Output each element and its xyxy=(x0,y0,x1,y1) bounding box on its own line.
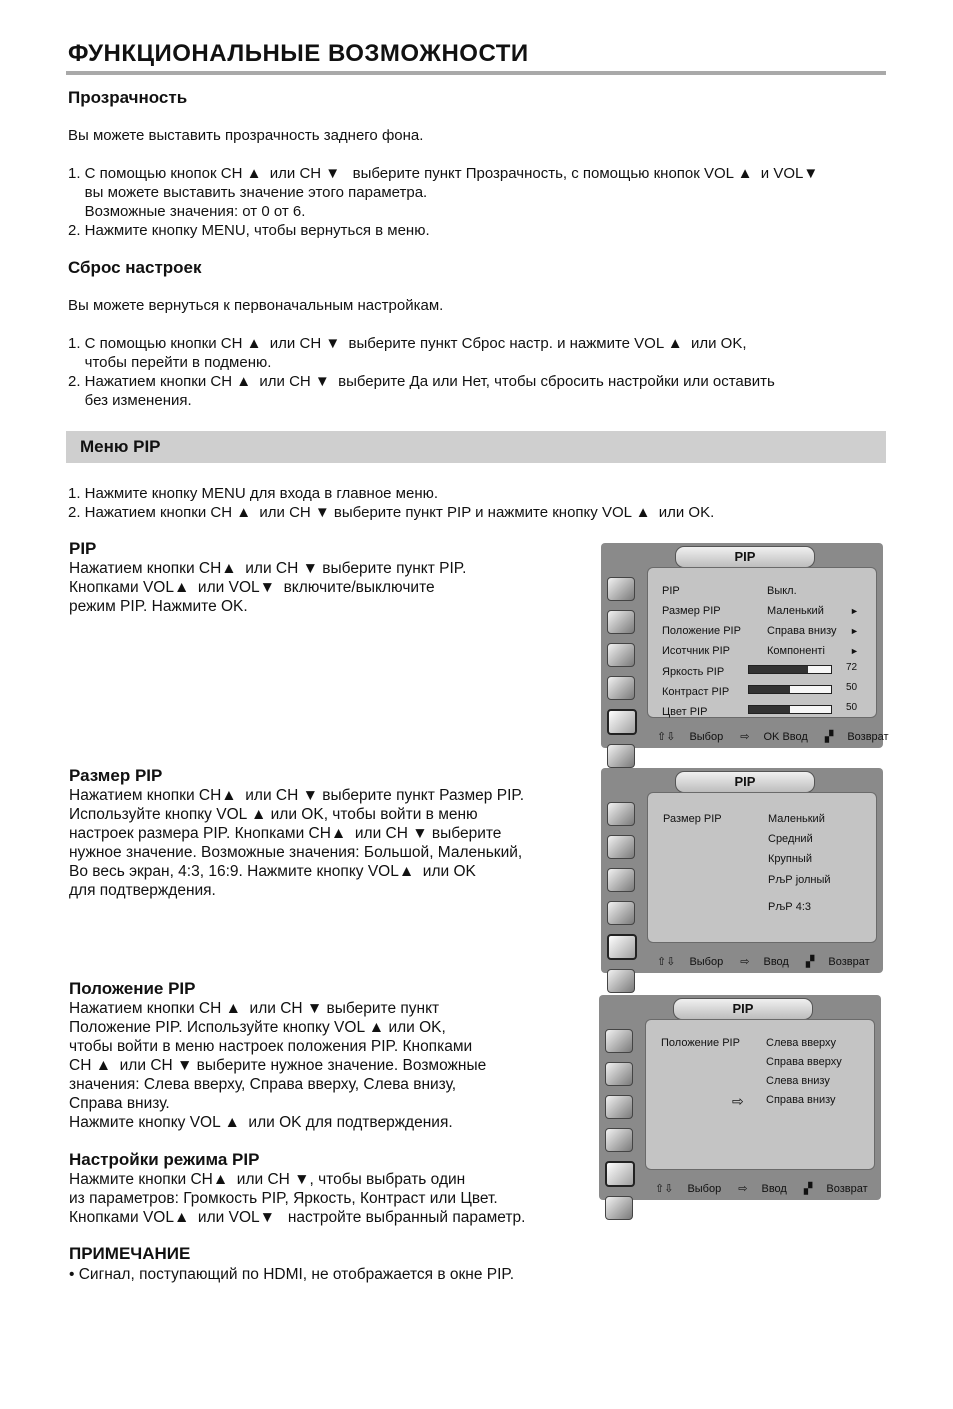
footer-select: Выбор xyxy=(687,1183,722,1195)
updown-arrows-icon: ⇧⇩ xyxy=(657,731,676,743)
menu-item-color[interactable]: Цвет PIP xyxy=(662,706,708,718)
screen-tab: PIP xyxy=(673,998,813,1020)
back-icon: ▞ xyxy=(805,956,815,968)
sound-icon xyxy=(607,610,635,634)
pip-icon xyxy=(607,709,637,735)
pip-position-heading: Положение PIP xyxy=(69,979,196,998)
submenu-label: Размер PIP xyxy=(663,813,722,825)
settings-icon xyxy=(607,901,635,925)
brightness-slider[interactable] xyxy=(748,665,832,674)
footer-enter: Ввод xyxy=(763,956,789,968)
side-icon-column xyxy=(607,802,639,1002)
selection-arrow-icon: ⇨ xyxy=(732,1093,744,1109)
pip-position-body: Нажатием кнопки CH ▲ или CH ▼ выберите пункт Положение PIP. Используйте кнопку VOL ▲ или OK, чтобы войти в меню настроек положения PIP. Кнопками CH ▲ или CH ▼ выберите нужное значение. Возможные значения: Слева вверху, Справа вверху, Слева внизу, Справа внизу. Нажмите кнопку VOL ▲ или OK для подтверждения. xyxy=(69,1000,487,1131)
source-icon xyxy=(607,744,635,768)
size-option[interactable]: РљР јолный xyxy=(768,874,831,886)
settings-icon xyxy=(605,1128,633,1152)
contrast-slider[interactable] xyxy=(748,685,832,694)
screen-tab: PIP xyxy=(675,546,815,568)
position-option[interactable]: Слева внизу xyxy=(766,1075,830,1087)
menu-footer xyxy=(657,955,884,968)
size-option[interactable]: Маленький xyxy=(768,813,825,825)
chevron-right-icon: ► xyxy=(850,646,859,656)
channel-icon xyxy=(607,868,635,892)
title-divider xyxy=(66,71,886,75)
reset-intro: Вы можете вернуться к первоначальным настройкам. xyxy=(68,297,444,314)
channel-icon xyxy=(607,643,635,667)
footer-select: Выбор xyxy=(689,956,724,968)
transparency-steps: 1. С помощью кнопок CH ▲ или CH ▼ выберите пункт Прозрачность, с помощью кнопок VOL ▲ и VOL▼ вы можете выставить значение этого параметра. Возможные значения: от 0 от 6. 2. Нажмите кнопку MENU, чтобы вернуться в меню. xyxy=(68,165,819,239)
sound-icon xyxy=(605,1062,633,1086)
menu-value-source: Компоненті xyxy=(767,645,825,657)
chevron-right-icon: ► xyxy=(850,626,859,636)
footer-select: Выбор xyxy=(689,731,724,743)
updown-arrows-icon: ⇧⇩ xyxy=(655,1183,674,1195)
menu-value-pip: Выкл. xyxy=(767,585,797,597)
footer-enter: Ввод xyxy=(761,1183,787,1195)
pip-position-screen xyxy=(599,995,881,1200)
enter-arrow-icon: ⇨ xyxy=(738,1183,748,1195)
menu-footer xyxy=(657,730,903,743)
menu-item-size[interactable]: Размер PIP xyxy=(662,605,721,617)
pip-icon xyxy=(607,934,637,960)
channel-icon xyxy=(605,1095,633,1119)
pip-body: Нажатием кнопки CH▲ или CH ▼ выберите пункт PIP. Кнопками VOL▲ или VOL▼ включите/выключите режим PIP. Нажмите OK. xyxy=(69,560,467,615)
updown-arrows-icon: ⇧⇩ xyxy=(657,956,676,968)
menu-item-contrast[interactable]: Контраст PIP xyxy=(662,686,730,698)
pip-section-bar xyxy=(66,431,886,463)
pip-size-screen xyxy=(601,768,883,973)
note-body: • Сигнал, поступающий по HDMI, не отображается в окне PIP. xyxy=(69,1266,515,1283)
back-icon: ▞ xyxy=(803,1183,813,1195)
menu-item-brightness[interactable]: Яркость PIP xyxy=(662,666,725,678)
menu-item-position[interactable]: Положение PIP xyxy=(662,625,741,637)
pip-size-heading: Размер PIP xyxy=(69,766,163,785)
reset-steps: 1. С помощью кнопки CH ▲ или CH ▼ выберите пункт Сброс настр. и нажмите VOL ▲ или OK, чтобы перейти в подменю. 2. Нажатием кнопки CH ▲ или CH ▼ выберите Да или Нет, чтобы сбросить настройки или оставить без изменения. xyxy=(68,335,775,409)
menu-value-size: Маленький xyxy=(767,605,824,617)
pip-menu-screen xyxy=(601,543,889,748)
reset-heading: Сброс настроек xyxy=(68,258,202,277)
side-icon-column xyxy=(605,1029,637,1229)
enter-arrow-icon: ⇨ xyxy=(740,956,750,968)
contrast-value: 50 xyxy=(846,682,858,693)
menu-item-source[interactable]: Исотчник PIP xyxy=(662,645,730,657)
footer-enter: OK Ввод xyxy=(763,731,808,743)
picture-icon xyxy=(605,1029,633,1053)
footer-back: Возврат xyxy=(847,731,889,743)
slider-fill xyxy=(749,706,790,713)
slider-fill xyxy=(749,666,808,673)
color-slider[interactable] xyxy=(748,705,832,714)
source-icon xyxy=(607,969,635,993)
transparency-heading: Прозрачность xyxy=(68,88,188,107)
menu-value-position: Справа внизу xyxy=(767,625,837,637)
screen-tab: PIP xyxy=(675,771,815,793)
pip-mode-heading: Настройки режима PIP xyxy=(69,1150,260,1169)
page-title: ФУНКЦИОНАЛЬНЫЕ ВОЗМОЖНОСТИ xyxy=(68,40,529,67)
position-option[interactable]: Справа вверху xyxy=(766,1056,842,1068)
slider-fill xyxy=(749,686,790,693)
picture-icon xyxy=(607,802,635,826)
submenu-label: Положение PIP xyxy=(661,1037,740,1049)
settings-icon xyxy=(607,676,635,700)
back-icon: ▞ xyxy=(824,731,834,743)
side-icon-column xyxy=(607,577,639,777)
menu-item-pip[interactable]: PIP xyxy=(662,585,680,597)
sound-icon xyxy=(607,835,635,859)
size-option[interactable]: Средний xyxy=(768,833,813,845)
transparency-intro: Вы можете выставить прозрачность заднего фона. xyxy=(68,127,424,144)
position-option[interactable]: Слева вверху xyxy=(766,1037,837,1049)
pip-size-body: Нажатием кнопки CH▲ или CH ▼ выберите пункт Размер PIP. Используйте кнопку VOL ▲ или OK, чтобы войти в меню настроек размера PIP. Кнопками CH▲ или CH ▼ выберите нужное значение. Возможные значения: Большой, Маленький, Во весь экран, 4:3, 16:9. Нажмите кнопку VOL▲ или OK для подтверждения. xyxy=(69,787,525,899)
pip-menu-steps: 1. Нажмите кнопку MENU для входа в главное меню. 2. Нажатием кнопки CH ▲ или CH ▼ выберите пункт PIP и нажмите кнопку VOL ▲ или OK. xyxy=(68,485,715,521)
enter-arrow-icon: ⇨ xyxy=(740,731,750,743)
note-heading: ПРИМЕЧАНИЕ xyxy=(69,1244,191,1263)
footer-back: Возврат xyxy=(828,956,870,968)
brightness-value: 72 xyxy=(846,662,858,673)
chevron-right-icon: ► xyxy=(850,606,859,616)
position-option[interactable]: Справа внизу xyxy=(766,1094,836,1106)
size-option[interactable]: РљР 4:3 xyxy=(768,901,811,913)
color-value: 50 xyxy=(846,702,858,713)
picture-icon xyxy=(607,577,635,601)
pip-section-title: Меню PIP xyxy=(80,437,161,456)
source-icon xyxy=(605,1196,633,1220)
footer-back: Возврат xyxy=(826,1183,868,1195)
pip-heading: PIP xyxy=(69,539,97,558)
size-option[interactable]: Крупный xyxy=(768,853,812,865)
pip-icon xyxy=(605,1161,635,1187)
pip-mode-body: Нажмите кнопки CH▲ или CH ▼, чтобы выбрать один из параметров: Громкость PIP, Яркость, Контраст или Цвет. Кнопками VOL▲ или VOL▼ настройте выбранный параметр. xyxy=(69,1171,526,1226)
menu-footer xyxy=(655,1182,882,1195)
